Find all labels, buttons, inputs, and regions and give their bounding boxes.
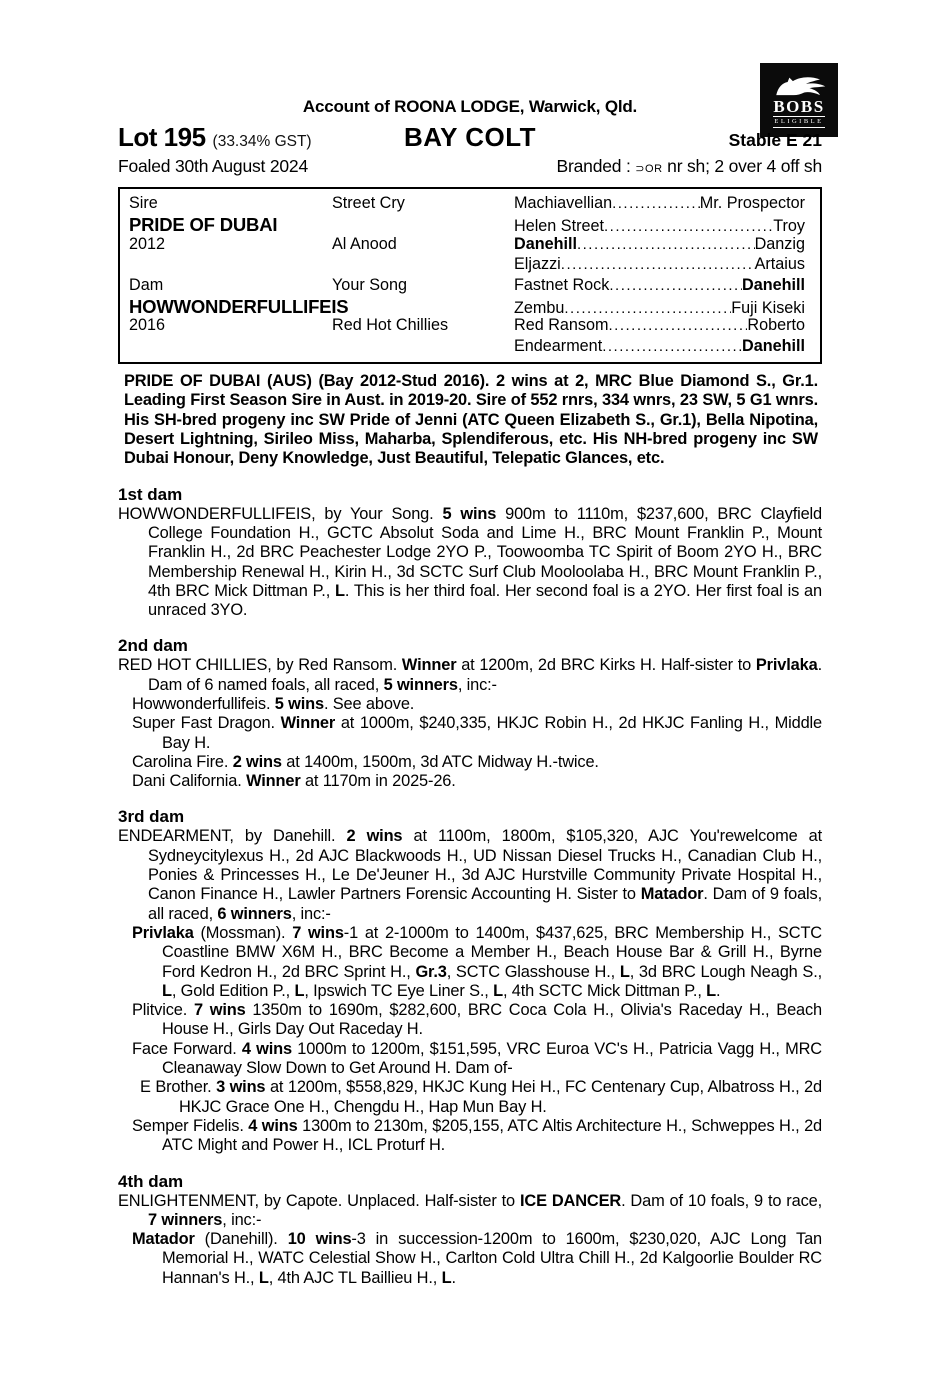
progeny-entry: Plitvice. 7 wins 1350m to 1690m, $282,600, BRC Coca Cola H., Olivia's Raceday H., Beach House H., Girls Day Out Raceday H. <box>132 1001 823 1039</box>
progeny-entry: Carolina Fire. 2 wins at 1400m, 1500m, 3d ATC Midway H.-twice. <box>132 752 599 771</box>
sire-year: 2012 <box>129 234 166 253</box>
ancestor-name: Machiavellian <box>514 194 613 212</box>
lot-number: Lot 195 <box>118 122 206 152</box>
progeny-entry: Howwonderfullifeis. 5 wins. See above. <box>132 694 415 713</box>
dam-entry: ENDEARMENT, by Danehill. 2 wins at 1100m, 1800m, $105,320, AJC You'rewelcome at Sydneycitylexus H., 2d AJC Blackwoods H., UD Nissan Diesel Trucks H., Canadian Club H., Ponies & Princesses H., Le De'Jeuner H., 3d AJC Hurstville Community Private Hospital H., Canon Finance H., Lawler Partners Forensic Accounting H. Sister to Matador. Dam of 9 foals, all raced, 6 winners, inc:- <box>118 827 823 923</box>
dot-leader <box>609 276 742 295</box>
dot-leader <box>608 316 747 335</box>
section-4th-dam <box>118 1171 822 1288</box>
ancestor-name: Fuji Kiseki <box>731 298 805 317</box>
progeny-entry: Super Fast Dragon. Winner at 1000m, $240,335, HKJC Robin H., 2d HKJC Fanling H., Middle Bay H. <box>132 714 822 752</box>
brand-symbol: ⊃OR <box>635 163 663 175</box>
ancestor-name: Endearment <box>514 336 603 355</box>
section-heading: 4th dam <box>118 1171 184 1191</box>
dot-leader <box>561 255 755 274</box>
progeny-entry: Matador (Danehill). 10 wins-3 in succession-1200m to 1600m, $230,020, AJC Long Tan Memorial H., WATC Celestial Show H., Carlton Cold Ultra Chill H., 2d Kalgoorlie Boulder RC Hannan's H., L, 4th AJC TL Baillieu H., L. <box>132 1230 822 1287</box>
section-2nd-dam <box>118 635 822 791</box>
ancestor-name: Danzig <box>754 234 805 253</box>
progeny-entry: Face Forward. 4 wins 1000m to 1200m, $151,595, VRC Euroa VC's H., Patricia Vagg H., MRC Cleanaway Slow Down to Get Around H. Dam of- <box>132 1039 822 1078</box>
foaled-date: Foaled 30th August 2024 <box>118 156 309 176</box>
ancestor-name: Helen Street <box>514 217 604 236</box>
pedigree-row <box>129 214 805 234</box>
dam-label: Dam <box>129 275 164 294</box>
ancestor-name: Mr. Prospector <box>699 194 805 212</box>
section-heading: 3rd dam <box>118 807 185 827</box>
sire-summary: PRIDE OF DUBAI (AUS) (Bay 2012-Stud 2016). 2 wins at 2, MRC Blue Diamond S., Gr.1. Leading First Season Sire in Aust. in 2019-20. Sire of 552 rnrs, 334 wnrs, 23 SW, 5 G1 wnrs. His SH-bred progeny inc SW Pride of Jenni (ATC Queen Elizabeth S., Gr.1), Bella Nipotina, Desert Lightning, Sirileo Miss, Maharba, Splendiferous, etc. His NH-bred progeny inc SW Dubai Honour, Deny Knowledge, Just Beautiful, Telepatic Glances, etc. <box>124 372 818 468</box>
ancestor-name: Zembu <box>514 298 565 317</box>
bobs-logo-text: BOBS <box>773 97 825 116</box>
ancestor-name: Fastnet Rock <box>514 275 610 294</box>
pedigree-table <box>118 187 822 364</box>
ancestor-name: Danehill <box>514 234 577 253</box>
sub-progeny-entry: E Brother. 3 wins at 1200m, $558,829, HKJC Kung Hei H., FC Centenary Cup, Albatross H., 2d HKJC Grace One H., Chengdu H., Hap Mun Bay H. <box>140 1078 822 1116</box>
dam-year: 2016 <box>129 316 166 335</box>
sire-name: PRIDE OF DUBAI <box>129 214 278 236</box>
pedigree-row <box>129 255 805 275</box>
pedigree-row <box>129 194 805 214</box>
dot-leader <box>602 337 742 356</box>
bobs-logo-subtitle: ELIGIBLE <box>773 116 824 128</box>
pedigree-row <box>129 316 805 336</box>
dam-name: HOWWONDERFULLIFEIS <box>129 295 349 317</box>
dam-entry: ENLIGHTENMENT, by Capote. Unplaced. Half-sister to ICE DANCER. Dam of 10 foals, 9 to race, 7 winners, inc:- <box>118 1191 822 1229</box>
dam-dam: Red Hot Chillies <box>332 316 449 335</box>
dam-entry: RED HOT CHILLIES, by Red Ransom. Winner at 1200m, 2d BRC Kirks H. Half-sister to Privlaka. Dam of 6 named foals, all raced, 5 winners, inc:- <box>118 656 822 694</box>
pedigree-row <box>129 235 805 255</box>
section-heading: 2nd dam <box>118 636 188 656</box>
ancestor-name: Artaius <box>754 255 805 274</box>
ancestor-name: Red Ransom <box>514 316 609 335</box>
progeny-entry: Semper Fidelis. 4 wins 1300m to 2130m, $205,155, ATC Altis Architecture H., Schweppes H., 2d ATC Might and Power H., ICL Proturf H. <box>132 1116 822 1155</box>
dot-leader <box>604 217 773 236</box>
stable-reference: Stable E 21 <box>728 130 822 150</box>
sire-dam: Al Anood <box>332 234 397 253</box>
progeny-entry: Dani California. Winner at 1170m in 2025-26. <box>132 772 456 791</box>
dam-entry: HOWWONDERFULLIFEIS, by Your Song. 5 wins 900m to 1110m, $237,600, BRC Clayfield College Foundation H., GCTC Absolut Soda and Lime H., BRC Mount Franklin P., Mount Franklin H., 2d BRC Peachester Lodge 2YO P., Toowoomba TC Spirit of Boom 2YO H., BRC Membership Renewal H., Kirin H., 3d SCTC Surf Club Mooloolaba H., BRC Mount Franklin P., 4th BRC Mick Dittman P., L. This is her third foal. Her second foal is a 2YO. Her first foal is an unraced 3YO. <box>118 504 823 620</box>
dot-leader <box>577 235 755 254</box>
account-line: Account of ROONA LODGE, Warwick, Qld. <box>302 97 638 116</box>
ancestor-name: Danehill <box>742 336 805 355</box>
dot-leader <box>612 194 700 213</box>
ancestor-name: Troy <box>773 217 805 236</box>
pedigree-row <box>129 337 805 357</box>
gst-note: (33.34% GST) <box>212 133 312 150</box>
ancestor-name: Roberto <box>747 316 805 335</box>
pedigree-row <box>129 296 805 316</box>
section-1st-dam <box>118 484 822 621</box>
sire-label: Sire <box>129 194 158 212</box>
section-heading: 1st dam <box>118 484 183 504</box>
section-3rd-dam <box>118 806 822 1155</box>
dam-sire: Your Song <box>332 275 408 294</box>
foal-row <box>118 156 822 177</box>
ancestor-name: Eljazzi <box>514 255 561 274</box>
page-title: BAY COLT <box>403 122 537 152</box>
progeny-entry: Privlaka (Mossman). 7 wins-1 at 2-1000m to 1400m, $437,625, BRC Membership H., SCTC Coastline BMW X6M H., BRC Become a Member H., Beach House Bar & Grill H., Byrne Ford Kedron H., 2d BRC Sprint H., Gr.3, SCTC Glasshouse H., L, 3d BRC Lough Neagh S., L, Gold Edition P., L, Ipswich TC Eye Liner S., L, 4th SCTC Mick Dittman P., L. <box>132 923 822 1000</box>
brand-details: Branded : ⊃OR nr sh; 2 over 4 off sh <box>556 156 822 176</box>
lot-header-row <box>118 122 822 153</box>
pedigree-row <box>129 276 805 296</box>
sire-sire: Street Cry <box>332 194 405 212</box>
ancestor-name: Danehill <box>742 275 805 294</box>
dot-leader <box>564 299 731 318</box>
